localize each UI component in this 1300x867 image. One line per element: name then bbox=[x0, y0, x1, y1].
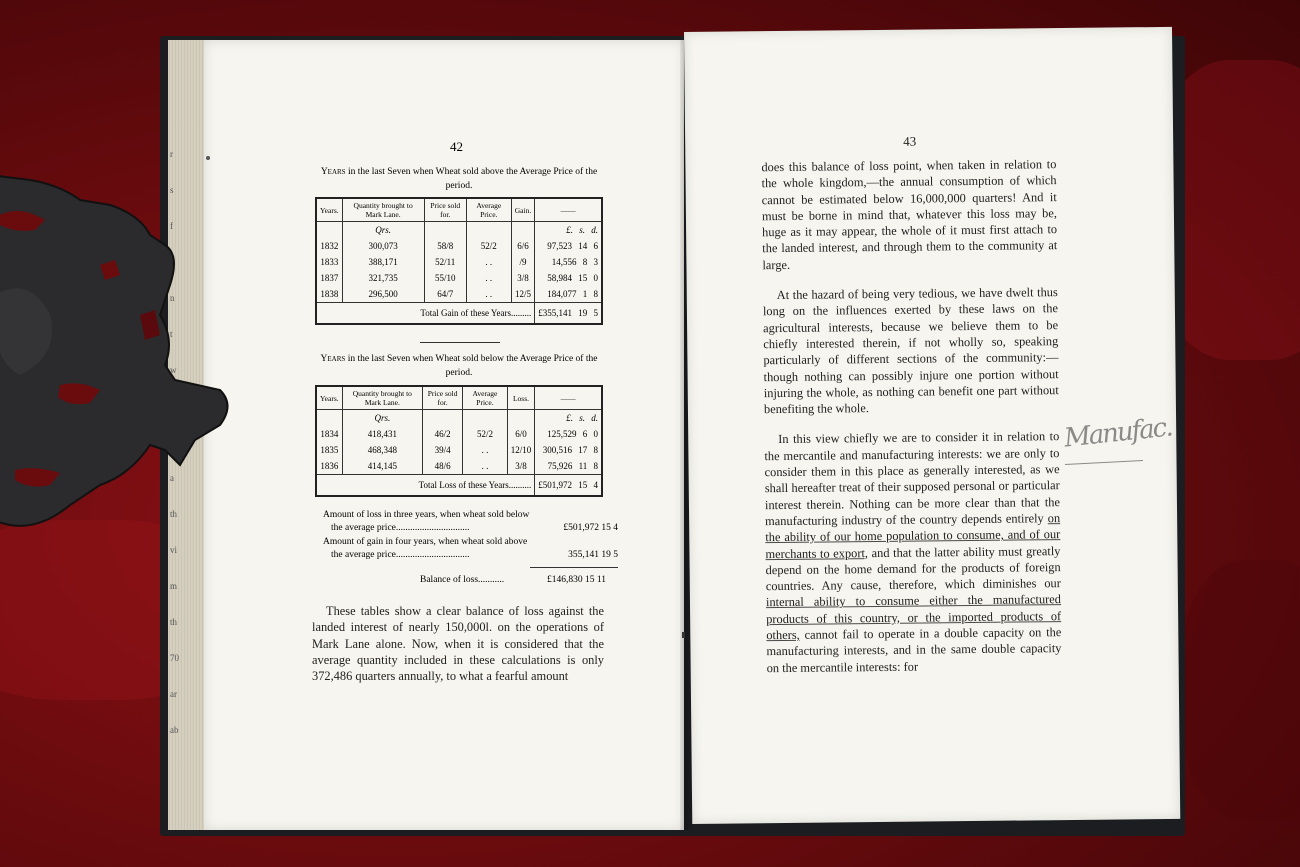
col-header: Gain. bbox=[511, 198, 534, 222]
edge-fragment: vi bbox=[170, 545, 178, 555]
edge-fragment: ab bbox=[170, 725, 179, 735]
price-cell: 48/6 bbox=[423, 458, 463, 475]
price-cell: 58/8 bbox=[424, 238, 466, 254]
quantity-cell: 468,348 bbox=[342, 442, 422, 458]
year-cell: 1838 bbox=[316, 286, 342, 303]
edge-fragment: th bbox=[170, 617, 178, 627]
table1-caption-lead: Years bbox=[320, 167, 346, 177]
gutter-mark bbox=[682, 632, 685, 638]
year-cell: 1834 bbox=[316, 426, 342, 442]
col-header: Quantity brought to Mark Lane. bbox=[342, 198, 424, 222]
gain-cell: 12/5 bbox=[511, 286, 534, 303]
edge-fragment: ar bbox=[170, 689, 177, 699]
unit-cell bbox=[463, 410, 508, 427]
average-cell: . . bbox=[463, 458, 508, 475]
table1-caption-rest: in the last Seven when Wheat sold above the Average Price of the period. bbox=[345, 167, 598, 191]
total-value: £501,972 15 4 bbox=[535, 475, 602, 497]
balance-label: Balance of loss........... bbox=[420, 575, 505, 585]
quantity-cell: 300,073 bbox=[342, 238, 424, 254]
amount-cell: 75,926 11 8 bbox=[535, 458, 602, 475]
average-cell: . . bbox=[466, 286, 511, 303]
amount-cell: 97,523 14 6 bbox=[535, 238, 602, 254]
summary-value: 355,141 19 5 bbox=[568, 550, 618, 560]
unit-cell: £. s. d. bbox=[535, 222, 602, 239]
unit-cell bbox=[424, 222, 466, 239]
total-value: £355,141 19 5 bbox=[535, 303, 602, 325]
price-cell: 52/11 bbox=[424, 254, 466, 270]
edge-fragment: t bbox=[170, 329, 173, 339]
unit-row bbox=[316, 222, 602, 239]
gain-cell: /9 bbox=[511, 254, 534, 270]
balance-value: £146,830 15 11 bbox=[546, 575, 606, 585]
page-number-right: 43 bbox=[903, 133, 917, 149]
table2-caption-lead: Years bbox=[320, 354, 346, 364]
table2-caption bbox=[310, 352, 608, 380]
edge-fragment: s bbox=[170, 185, 174, 195]
total-label: Total Gain of these Years......... bbox=[316, 303, 535, 325]
unit-cell: £. s. d. bbox=[535, 410, 602, 427]
table-row bbox=[316, 254, 602, 270]
text-run: and that the latter ability must greatly depend on the home demand for the products of foreign countries. Any cause, therefore, which diminishes our bbox=[765, 543, 1061, 594]
page-number-left: 42 bbox=[450, 139, 463, 154]
price-cell: 46/2 bbox=[423, 426, 463, 442]
left-body-text bbox=[312, 603, 604, 698]
underlined-text: internal ability to consume either the manufactured products of this country, or the imported products of others, bbox=[765, 592, 1062, 643]
col-header: Years. bbox=[316, 386, 342, 410]
amount-cell: 58,984 15 0 bbox=[535, 270, 602, 286]
average-cell: . . bbox=[466, 270, 511, 286]
section-divider bbox=[420, 342, 500, 343]
quantity-cell: 418,431 bbox=[342, 426, 422, 442]
summary-line: Amount of loss in three years, when wheat sold below bbox=[323, 510, 530, 520]
unit-cell bbox=[316, 410, 342, 427]
price-cell: 39/4 bbox=[423, 442, 463, 458]
col-header: —— bbox=[535, 198, 602, 222]
table-row bbox=[316, 270, 602, 286]
metal-bookmark bbox=[0, 175, 230, 530]
cloth-fold bbox=[1180, 560, 1300, 820]
sum-rule bbox=[530, 567, 618, 568]
unit-cell bbox=[423, 410, 463, 427]
paragraph bbox=[764, 429, 1062, 677]
col-header: Average Price. bbox=[466, 198, 511, 222]
col-header: Years. bbox=[316, 198, 342, 222]
average-cell: . . bbox=[466, 254, 511, 270]
total-row bbox=[316, 475, 602, 497]
summary-line: Amount of gain in four years, when wheat sold above bbox=[323, 537, 528, 547]
col-header: Loss. bbox=[507, 386, 535, 410]
table-row bbox=[316, 426, 602, 442]
year-cell: 1835 bbox=[316, 442, 342, 458]
unit-cell bbox=[507, 410, 535, 427]
paragraph: does this balance of loss point, when taken in relation to the whole kingdom,—the annual consumption of which cannot be estimated below 16,000,000 quarters! And it must be borne in mind that, whatever this loss may be, huge as it may appear, the whole of it must first attach to the landed interest, and through them to the community at large. bbox=[761, 157, 1058, 272]
total-label: Total Loss of these Years.......... bbox=[316, 475, 535, 497]
price-cell: 55/10 bbox=[424, 270, 466, 286]
edge-fragment: a bbox=[170, 473, 174, 483]
col-header: Average Price. bbox=[463, 386, 508, 410]
summary-line bbox=[331, 548, 618, 562]
loss-cell: 6/0 bbox=[507, 426, 535, 442]
edge-fragment: r bbox=[170, 149, 173, 159]
quantity-cell: 296,500 bbox=[342, 286, 424, 303]
summary-value: £501,972 15 4 bbox=[563, 523, 618, 533]
price-cell: 64/7 bbox=[424, 286, 466, 303]
col-header: Price sold for. bbox=[423, 386, 463, 410]
year-cell: 1832 bbox=[316, 238, 342, 254]
year-cell: 1836 bbox=[316, 458, 342, 475]
unit-cell: Qrs. bbox=[342, 222, 424, 239]
paragraph: At the hazard of being very tedious, we have dwelt thus long on the influences exerted by these laws on the agricultural interests, because we believe them to be chiefly interested therein, if not wholly so, speaking particularly of different sections of the community:—though nothing can possibly injure one portion without injuring the whole, as nothing can benefit one part without benefiting the whole. bbox=[762, 285, 1059, 417]
year-cell: 1837 bbox=[316, 270, 342, 286]
edge-fragment: w bbox=[170, 365, 177, 375]
table-row bbox=[316, 442, 602, 458]
loss-table bbox=[315, 385, 603, 497]
quantity-cell: 321,735 bbox=[342, 270, 424, 286]
text-run: cannot fail to operate in a double capacity on the manufacturing interests, and in the same double capacity on the mercantile interests: for bbox=[766, 625, 1062, 675]
quantity-cell: 388,171 bbox=[342, 254, 424, 270]
col-header: —— bbox=[535, 386, 602, 410]
amount-cell: 125,529 6 0 bbox=[535, 426, 602, 442]
amount-cell: 14,556 8 3 bbox=[535, 254, 602, 270]
table-header-row bbox=[316, 198, 602, 222]
table1-caption bbox=[310, 165, 608, 193]
total-row bbox=[316, 303, 602, 325]
balance-line bbox=[420, 573, 606, 587]
unit-cell: Qrs. bbox=[342, 410, 422, 427]
col-header: Quantity brought to Mark Lane. bbox=[342, 386, 422, 410]
underlined-text: on the ability of our home population to consume, and of our merchants to export, bbox=[765, 511, 1061, 561]
amount-cell: 300,516 17 8 bbox=[535, 442, 602, 458]
edge-fragment: 70 bbox=[170, 653, 179, 663]
col-header: Price sold for. bbox=[424, 198, 466, 222]
paragraph: These tables show a clear balance of loss against the landed interest of nearly 150,000l. on the operations of Mark Lane alone. Now, when it is considered that the average quantity included in these calculations is only 372,486 quarters annually, to what a fearful amount bbox=[312, 604, 604, 684]
average-cell: . . bbox=[463, 442, 508, 458]
edge-fragment: th bbox=[170, 509, 178, 519]
edge-fragment: f bbox=[170, 221, 173, 231]
text-run: In this view chiefly we are to consider it in relation to the mercantile and manufacturing interests: we are only to consider them in this place as generally interested, as we shall hereafter treat of their supposed personal or particular interest therein. Nothing can be more clear than that the manufacturing industry of the country depends entirely bbox=[764, 429, 1061, 529]
unit-cell bbox=[316, 222, 342, 239]
gain-cell: 6/6 bbox=[511, 238, 534, 254]
average-cell: 52/2 bbox=[463, 426, 508, 442]
loss-cell: 3/8 bbox=[507, 458, 535, 475]
edge-fragment: n bbox=[170, 293, 175, 303]
summary-line bbox=[331, 521, 618, 535]
table-header-row bbox=[316, 386, 602, 410]
table-row bbox=[316, 238, 602, 254]
table2-caption-rest: in the last Seven when Wheat sold below the Average Price of the period. bbox=[345, 354, 598, 378]
right-body-text bbox=[761, 156, 1062, 690]
average-cell: 52/2 bbox=[466, 238, 511, 254]
ink-spot bbox=[206, 156, 210, 160]
unit-cell bbox=[511, 222, 534, 239]
gain-table bbox=[315, 197, 603, 325]
unit-cell bbox=[466, 222, 511, 239]
loss-cell: 12/10 bbox=[507, 442, 535, 458]
summary-label: the average price............................... bbox=[331, 550, 470, 560]
gain-cell: 3/8 bbox=[511, 270, 534, 286]
quantity-cell: 414,145 bbox=[342, 458, 422, 475]
year-cell: 1833 bbox=[316, 254, 342, 270]
table-row bbox=[316, 286, 602, 303]
edge-fragment: m bbox=[170, 581, 178, 591]
amount-cell: 184,077 1 8 bbox=[535, 286, 602, 303]
summary-label: the average price............................... bbox=[331, 523, 470, 533]
unit-row bbox=[316, 410, 602, 427]
table-row bbox=[316, 458, 602, 475]
handwritten-margin-note: Manufac. bbox=[1062, 412, 1173, 454]
